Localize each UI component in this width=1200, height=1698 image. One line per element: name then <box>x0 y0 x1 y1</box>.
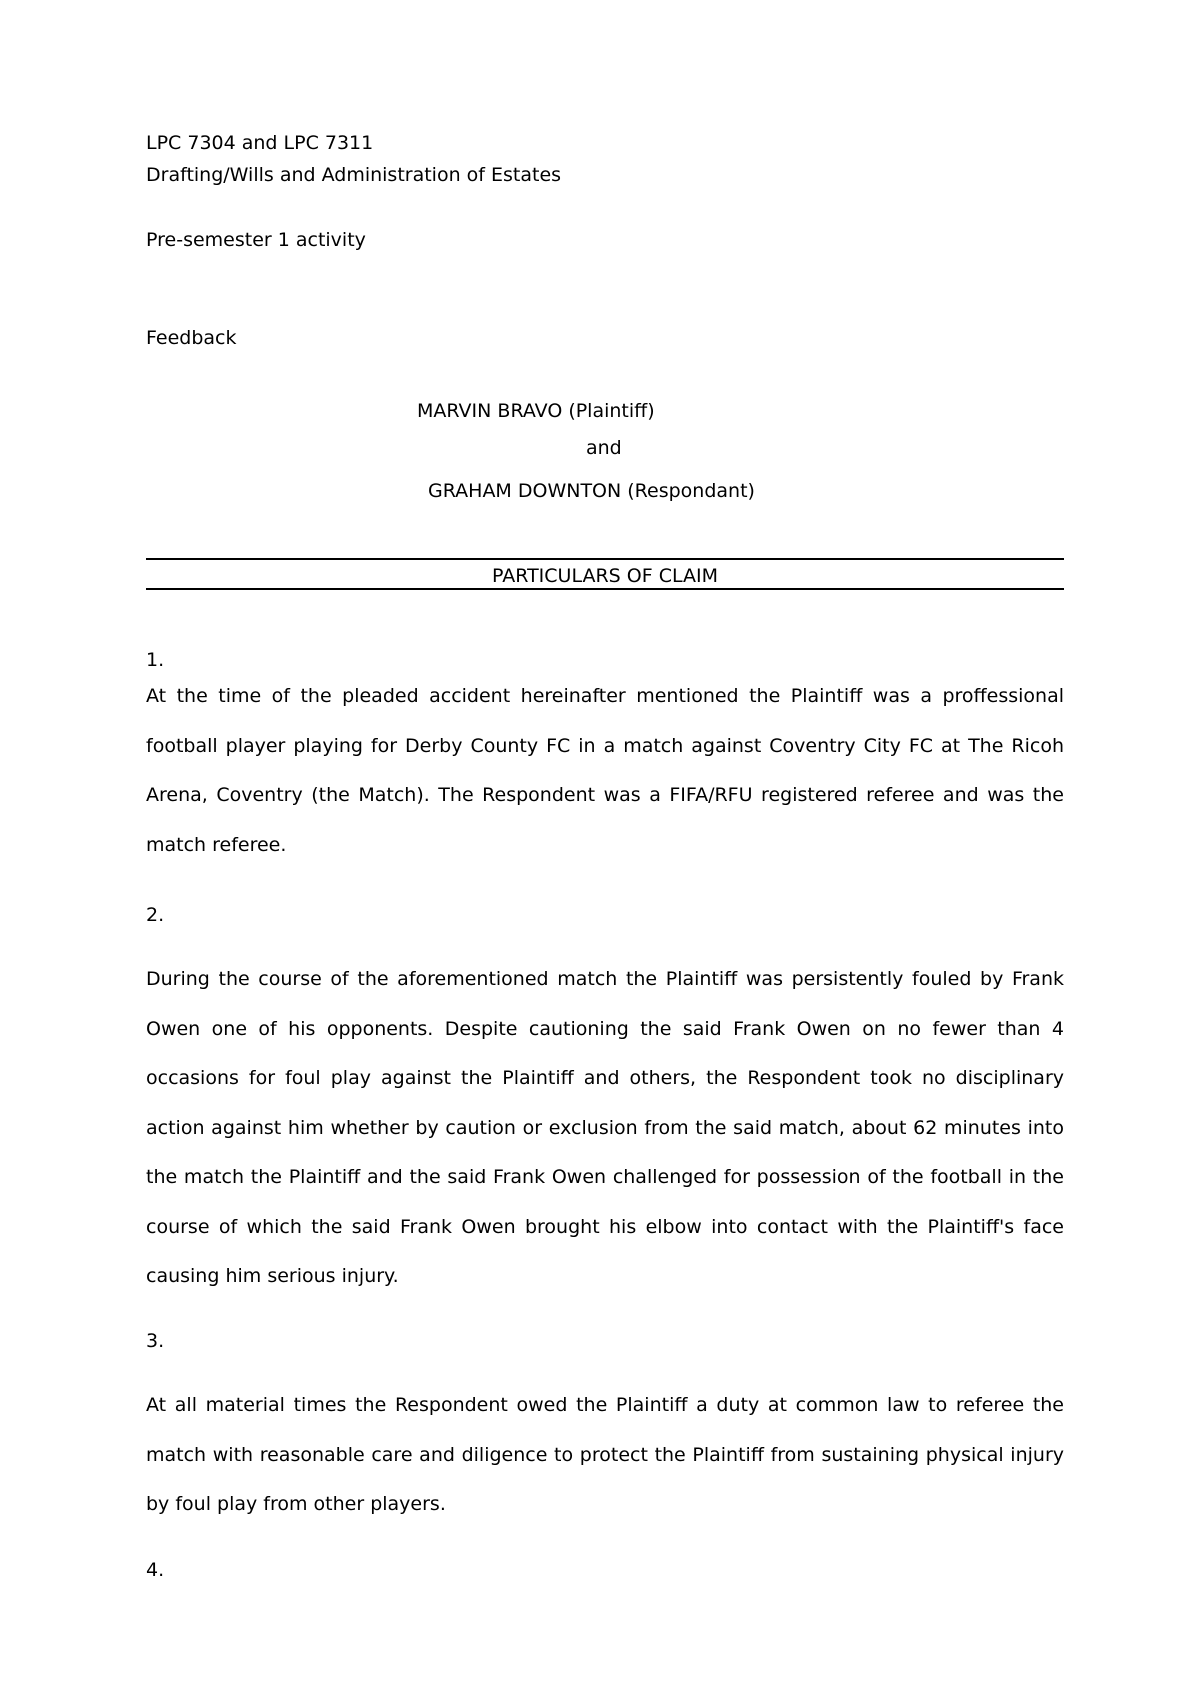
paragraph-number: 1. <box>146 649 165 671</box>
claim-title-top-rule <box>146 558 1064 560</box>
paragraph-number: 4. <box>146 1559 165 1581</box>
respondent-name: GRAHAM DOWNTON (Respondant) <box>428 480 755 502</box>
subject-title: Drafting/Wills and Administration of Estates <box>146 164 562 186</box>
parties-conjunction: and <box>586 437 622 459</box>
paragraph-number: 3. <box>146 1330 165 1352</box>
course-codes: LPC 7304 and LPC 7311 <box>146 132 374 154</box>
claim-title-bottom-rule <box>146 588 1064 590</box>
activity-label: Pre-semester 1 activity <box>146 229 366 251</box>
claim-title: PARTICULARS OF CLAIM <box>492 565 718 587</box>
paragraph-text: At the time of the pleaded accident hereinafter mentioned the Plaintiff was a proffessional football player playing for Derby County FC in a match against Coventry City FC at The Ricoh Arena, Coventry (the Match). The Respondent was a FIFA/RFU registered referee and was the match referee. <box>146 685 1064 856</box>
feedback-heading: Feedback <box>146 327 237 349</box>
paragraph-text: At all material times the Respondent owed the Plaintiff a duty at common law to referee the match with reasonable care and diligence to protect the Plaintiff from sustaining physical injury by foul play from other players. <box>146 1394 1064 1515</box>
plaintiff-name: MARVIN BRAVO (Plaintiff) <box>417 400 655 422</box>
paragraph-text: During the course of the aforementioned match the Plaintiff was persistently fouled by Frank Owen one of his opponents. Despite cautioning the said Frank Owen on no fewer than 4 occasions for foul play against the Plaintiff and others, the Respondent took no disciplinary action against him whether by caution or exclusion from the said match, about 62 minutes into the match the Plaintiff and the said Frank Owen challenged for possession of the football in the course of which the said Frank Owen brought his elbow into contact with the Plaintiff's face causing him serious injury. <box>146 968 1064 1287</box>
paragraph-number: 2. <box>146 904 165 926</box>
